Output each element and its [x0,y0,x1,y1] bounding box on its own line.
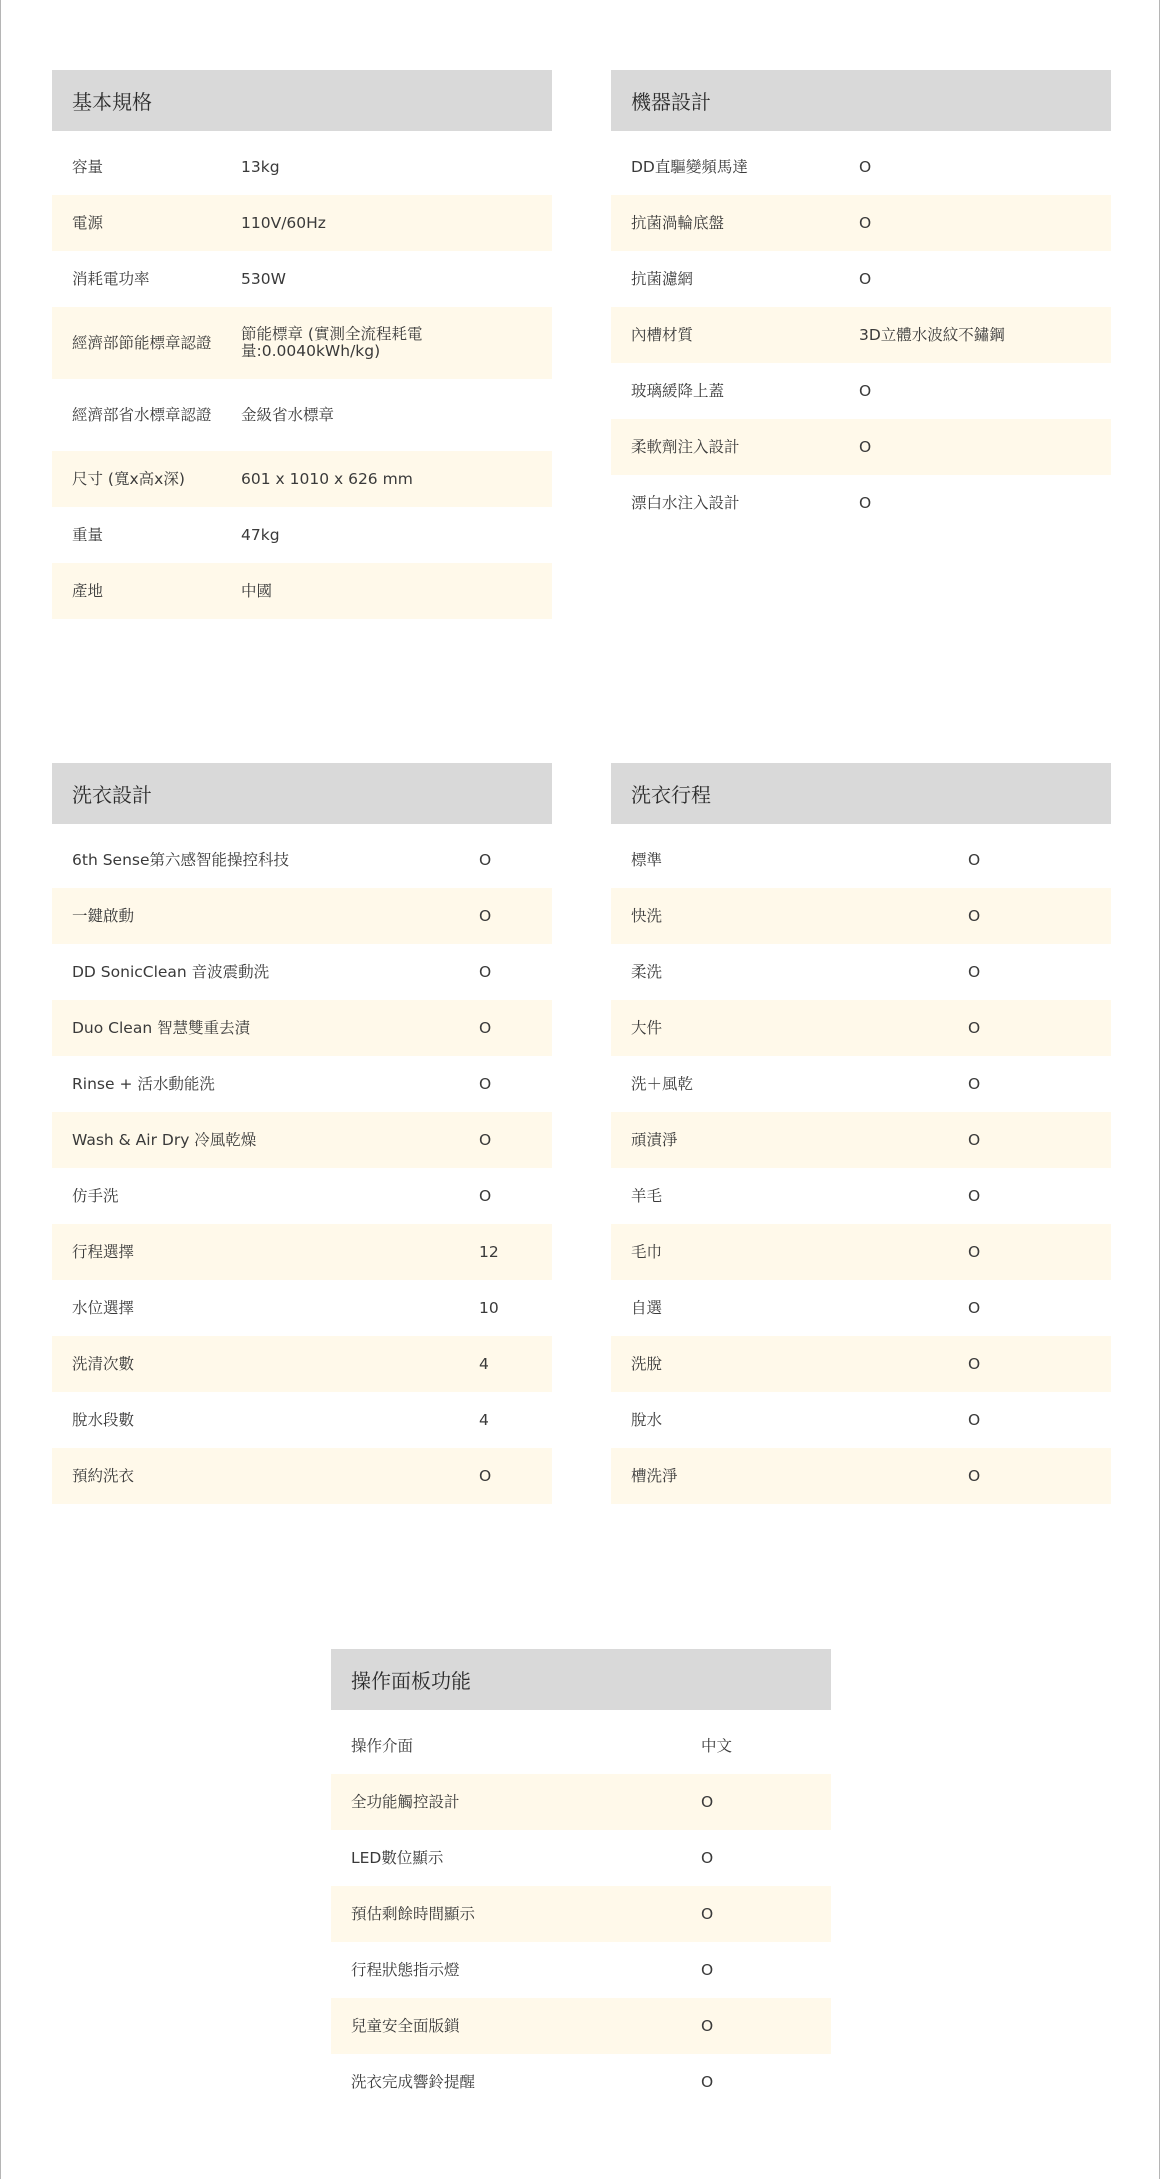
spec-label: 頑漬淨 [631,1130,678,1149]
spec-value: 金級省水標章 [241,405,335,424]
spec-value: O [701,1904,714,1923]
table-row [52,1336,552,1392]
table-row [52,379,552,451]
wash-programs-title: 洗衣行程 [611,763,1111,824]
spec-value: O [701,1848,714,1867]
spec-label: 羊毛 [631,1186,663,1205]
table-row [611,251,1111,307]
spec-value: 4 [479,1410,489,1429]
table-row [611,1168,1111,1224]
spec-value: O [968,1410,981,1429]
table-row [331,1774,831,1830]
table-row [611,475,1111,531]
table-row [52,1000,552,1056]
table-row [331,1830,831,1886]
spec-value: 4 [479,1354,489,1373]
table-row [331,1942,831,1998]
spec-label: 消耗電功率 [72,269,150,288]
spec-label: 尺寸 (寬x高x深) [72,469,185,488]
table-row [331,1886,831,1942]
table-row [52,507,552,563]
spec-value: 中文 [701,1736,733,1755]
spec-label: 脫水段數 [72,1410,135,1429]
spec-value: O [859,157,872,176]
wash-design-rows [52,832,552,1504]
spec-value: O [701,2016,714,2035]
spec-label: 仿手洗 [72,1186,119,1205]
table-row [52,944,552,1000]
spec-value: O [859,437,872,456]
spec-value: O [479,1466,492,1485]
table-row [611,307,1111,363]
spec-value: O [479,906,492,925]
spec-value: O [479,1186,492,1205]
spec-value: 110V/60Hz [241,213,326,232]
spec-value: O [701,1960,714,1979]
table-row [52,1056,552,1112]
table-row [611,195,1111,251]
machine-design-table [611,70,1111,531]
table-row [331,2054,831,2110]
table-row [52,1224,552,1280]
control-panel-title: 操作面板功能 [331,1649,831,1710]
spec-value: 601 x 1010 x 626 mm [241,469,413,488]
table-row [611,888,1111,944]
table-row [611,1224,1111,1280]
spec-label: 經濟部省水標章認證 [72,405,212,424]
table-row [52,451,552,507]
spec-value: O [968,1186,981,1205]
spec-value: O [479,1074,492,1093]
spec-label: 脫水 [631,1410,663,1429]
spec-label: 預估剩餘時間顯示 [351,1904,476,1923]
spec-label: 洗脫 [631,1354,663,1373]
spec-label: 洗＋風乾 [631,1074,694,1093]
spec-value: O [968,1298,981,1317]
basic-specs-rows [52,139,552,619]
table-row [52,251,552,307]
spec-label: 產地 [72,581,104,600]
table-row [52,1112,552,1168]
spec-value: 13kg [241,157,280,176]
spec-value: 中國 [241,581,273,600]
spec-label: 預約洗衣 [72,1466,135,1485]
spec-label: Wash & Air Dry 冷風乾燥 [72,1130,257,1149]
spec-label: 柔洗 [631,962,663,981]
table-row [611,1392,1111,1448]
spec-label: 行程狀態指示燈 [351,1960,460,1979]
spec-label: 大件 [631,1018,663,1037]
spec-label: 自選 [631,1298,663,1317]
spec-value: O [968,962,981,981]
spec-value: O [479,962,492,981]
table-row [52,1448,552,1504]
spec-label: DD直驅變頻馬達 [631,157,748,176]
machine-design-title: 機器設計 [611,70,1111,131]
spec-label: 毛巾 [631,1242,663,1261]
machine-design-rows [611,139,1111,531]
spec-label: 水位選擇 [72,1298,135,1317]
table-row [611,1336,1111,1392]
spec-label: 重量 [72,525,104,544]
spec-label: Rinse + 活水動能洗 [72,1074,215,1093]
table-row [611,139,1111,195]
spec-label: 經濟部節能標章認證 [72,333,212,352]
spec-label: 一鍵啟動 [72,906,135,925]
table-row [611,419,1111,475]
basic-specs-table [52,70,552,619]
table-row [611,1280,1111,1336]
spec-label: 抗菌渦輪底盤 [631,213,725,232]
spec-value: O [968,906,981,925]
table-row [611,944,1111,1000]
spec-value: 3D立體水波紋不鏽鋼 [859,325,1005,344]
spec-label: 6th Sense第六感智能操控科技 [72,850,290,869]
spec-label: 內槽材質 [631,325,694,344]
spec-label: 洗衣完成響鈴提醒 [351,2072,476,2091]
spec-value: O [859,381,872,400]
control-panel-rows [331,1718,831,2110]
control-panel-table [331,1649,831,2110]
table-row [611,832,1111,888]
spec-label: 漂白水注入設計 [631,493,740,512]
spec-label: 快洗 [631,906,663,925]
spec-label: 兒童安全面版鎖 [351,2016,460,2035]
table-row [52,832,552,888]
table-row [331,1998,831,2054]
spec-value: 12 [479,1242,499,1261]
spec-value: O [701,1792,714,1811]
table-row [611,1112,1111,1168]
table-row [52,195,552,251]
spec-value: 530W [241,269,286,288]
table-row [52,888,552,944]
wash-programs-table [611,763,1111,1504]
spec-value: O [479,1130,492,1149]
spec-value: O [968,1074,981,1093]
spec-value: O [968,850,981,869]
spec-label: 槽洗淨 [631,1466,678,1485]
table-row [611,1056,1111,1112]
table-row [52,1280,552,1336]
spec-label: 標準 [631,850,663,869]
table-row [611,363,1111,419]
spec-value: O [968,1018,981,1037]
spec-value: O [968,1354,981,1373]
spec-label: 容量 [72,157,104,176]
spec-value: O [968,1242,981,1261]
spec-label: 抗菌濾網 [631,269,694,288]
spec-label: 操作介面 [351,1736,414,1755]
spec-label: 全功能觸控設計 [351,1792,460,1811]
wash-design-title: 洗衣設計 [52,763,552,824]
spec-value: O [479,850,492,869]
table-row [52,1392,552,1448]
spec-label: Duo Clean 智慧雙重去漬 [72,1018,251,1037]
spec-value: 10 [479,1298,499,1317]
spec-label: 電源 [72,213,104,232]
wash-programs-rows [611,832,1111,1504]
spec-value: O [701,2072,714,2091]
spec-value: O [859,493,872,512]
spec-value: 47kg [241,525,280,544]
spec-label: 洗清次數 [72,1354,135,1373]
spec-label: 柔軟劑注入設計 [631,437,740,456]
table-row [331,1718,831,1774]
table-row [611,1000,1111,1056]
table-row [52,307,552,379]
table-row [611,1448,1111,1504]
spec-label: DD SonicClean 音波震動洗 [72,962,270,981]
spec-label: LED數位顯示 [351,1848,444,1867]
spec-label: 行程選擇 [72,1242,135,1261]
table-row [52,1168,552,1224]
spec-value: O [859,269,872,288]
table-row [52,563,552,619]
spec-value: O [968,1466,981,1485]
spec-value: 節能標章 (實測全流程耗電量:0.0040kWh/kg) [241,325,423,360]
spec-label: 玻璃緩降上蓋 [631,381,725,400]
wash-design-table [52,763,552,1504]
table-row [52,139,552,195]
spec-value: O [859,213,872,232]
spec-value: O [968,1130,981,1149]
spec-value: O [479,1018,492,1037]
basic-specs-title: 基本規格 [52,70,552,131]
